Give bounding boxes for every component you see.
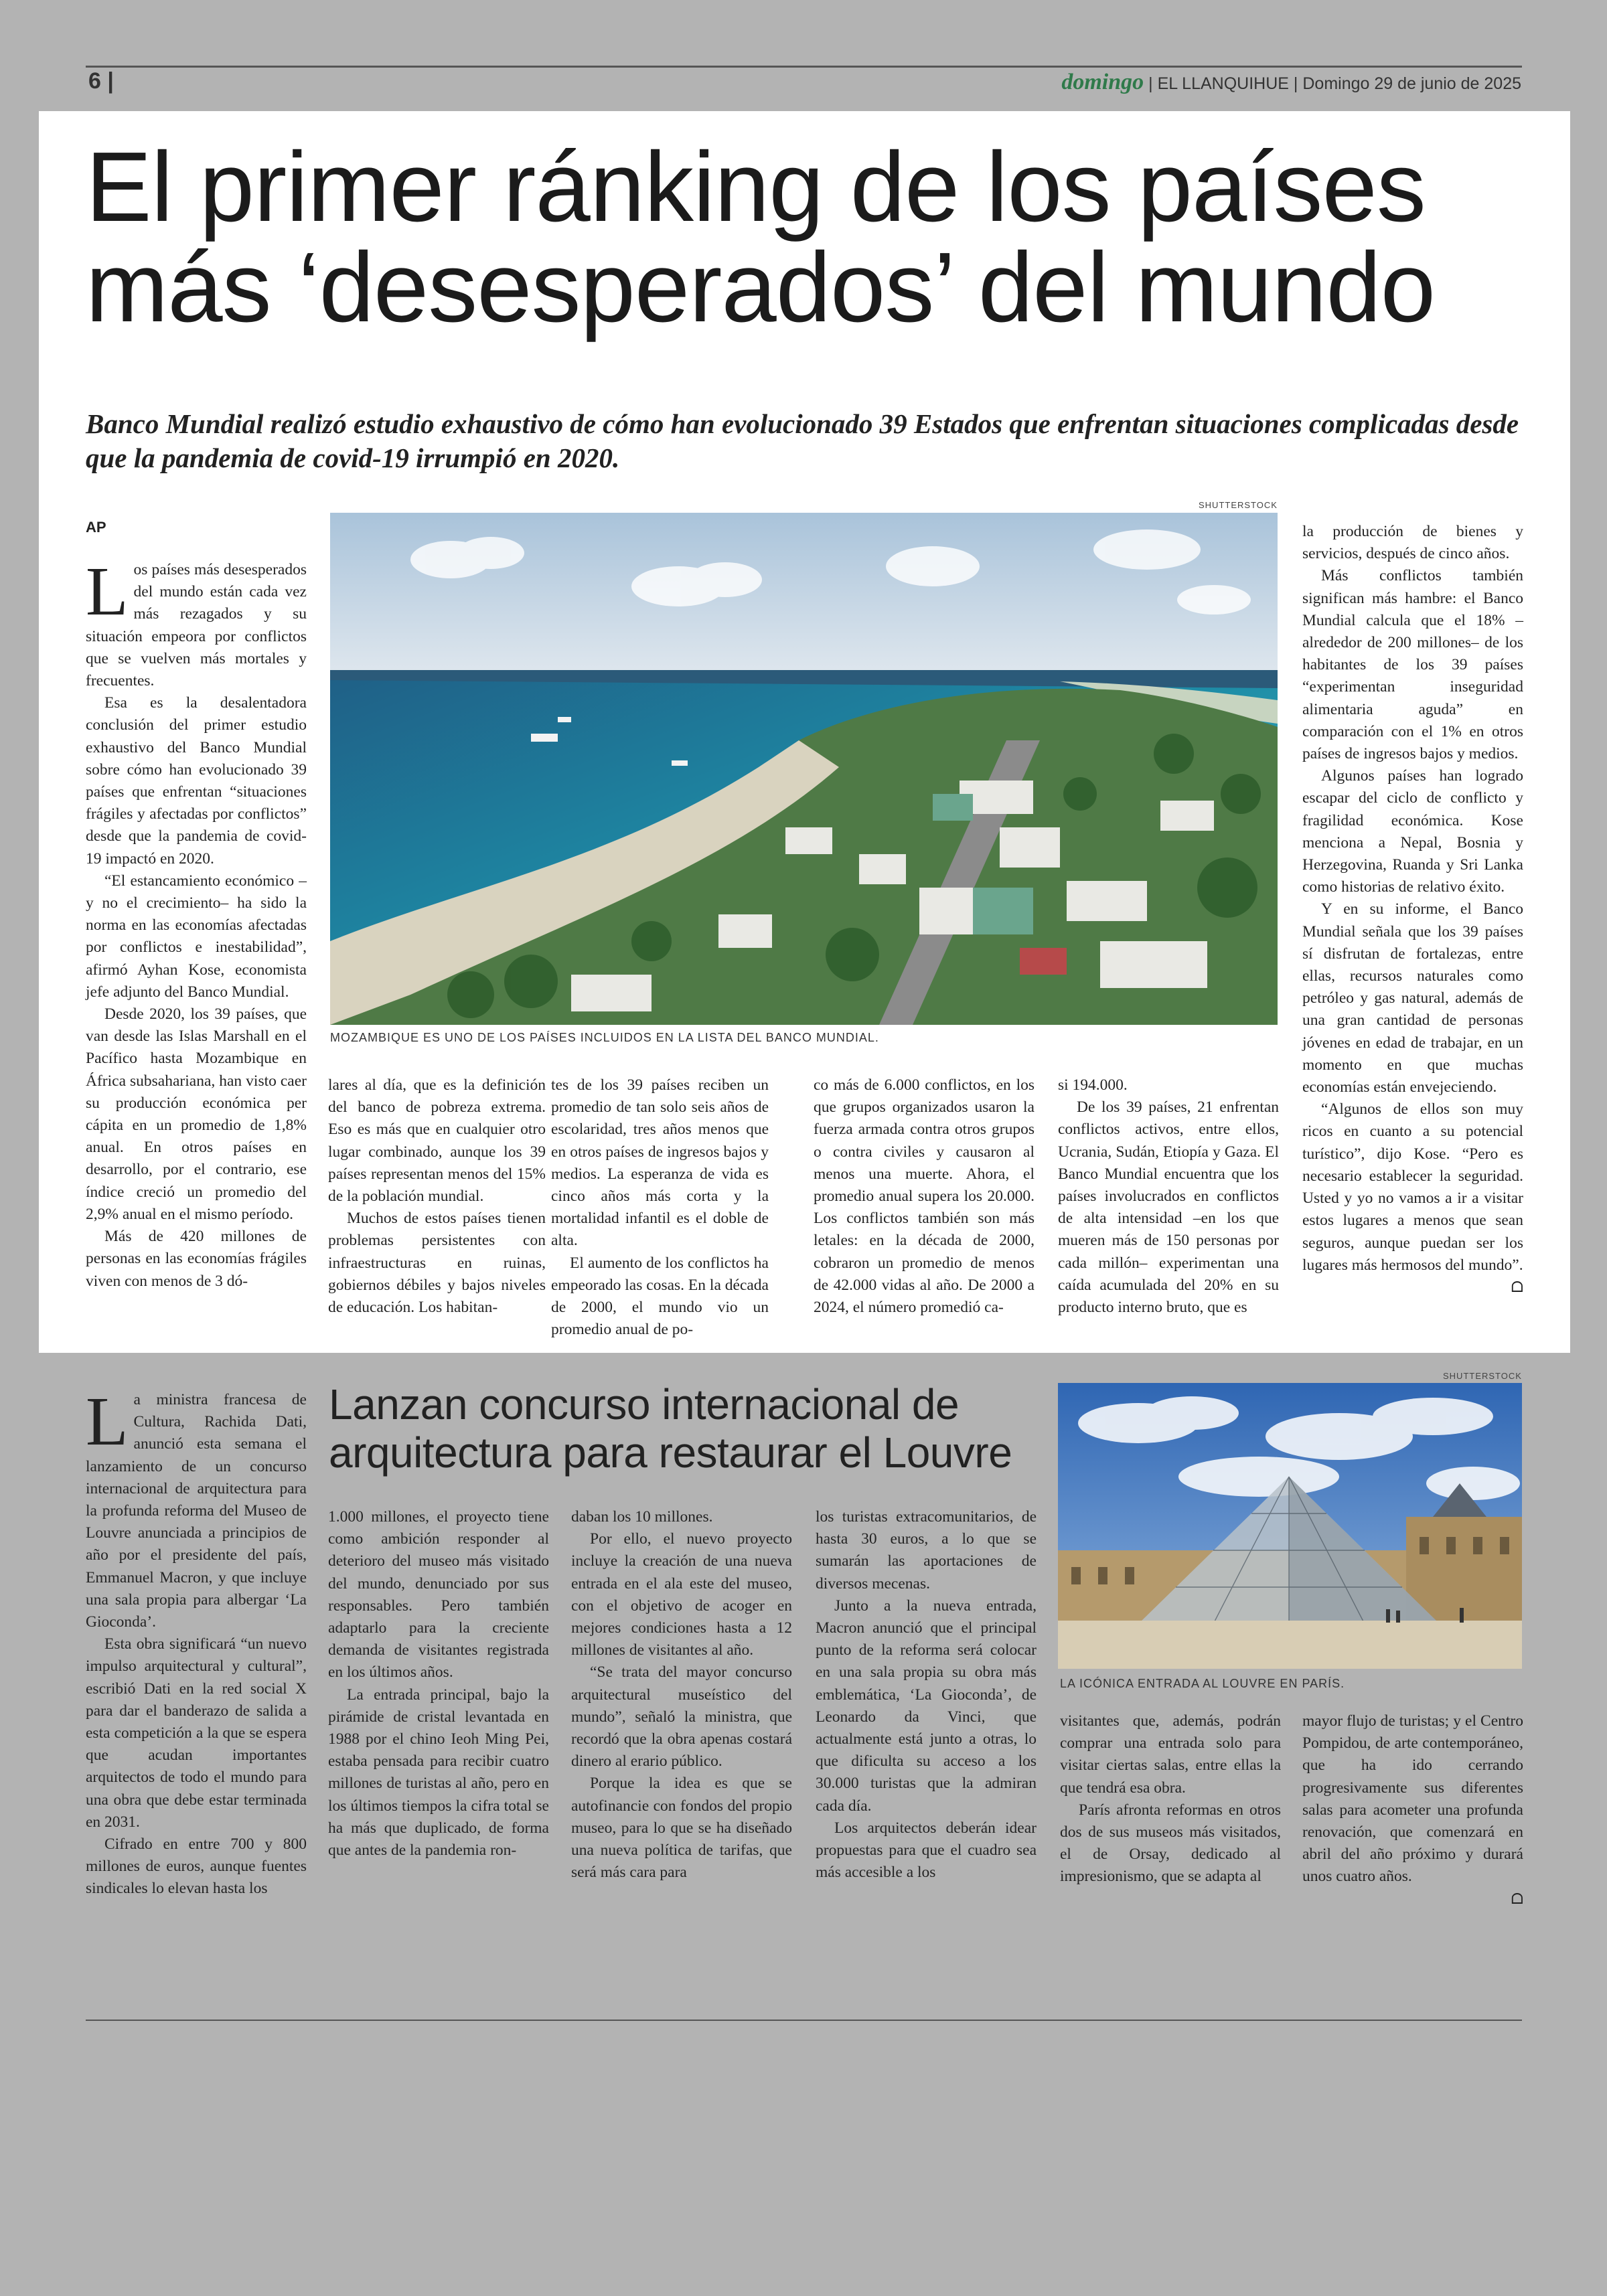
page-header: domingo | EL LLANQUIHUE | Domingo 29 de junio de 2025 xyxy=(1061,70,1521,94)
article-byline: AP xyxy=(86,519,106,536)
louvre-photo-image xyxy=(1058,1383,1522,1669)
photo-credit: SHUTTERSTOCK xyxy=(1199,500,1278,510)
louvre-end-mark: ᗝ xyxy=(1511,1890,1523,1907)
footer-rule xyxy=(86,2020,1522,2021)
louvre-column-5: visitantes que, además, podrán comprar una entrada solo para visitar ciertas salas, entre ellas la que tendrá esa obra. París afronta reformas en otros dos de sus museos más visitados, el de Orsay, dedicado al impresionismo, que se adapta al xyxy=(1060,1712,1281,1886)
louvre-article-headline: Lanzan concurso internacional de arquitectura para restaurar el Louvre xyxy=(329,1380,1012,1477)
article-column-4: co más de 6.000 conflictos, en los que grupos organizados usaron la fuerza armada contra otros grupos o contra civiles y causaron al menos una muerte. Ahora, el promedio anual supera los 20.000. Los conflictos también son más letales: en la década de 2000, cobraron un promedio de menos de 42.000 vidas al año. De 2000 a 2024, el número promedió ca- xyxy=(814,1076,1035,1317)
article-column-3: tes de los 39 países reciben un promedio de tan solo seis años de escolaridad, tres años menos que en otros países de ingresos bajos y medios. La esperanza de vida es cinco años más corta y la mortalidad infantil es el doble de alta. El aumento de los conflictos ha empeorado las cosas. En la década de 2000, el mundo vio un promedio anual de po- xyxy=(551,1076,769,1339)
louvre-photo-credit: SHUTTERSTOCK xyxy=(1443,1371,1522,1381)
louvre-drop-cap: L xyxy=(86,1383,129,1460)
louvre-photo-caption: LA ICÓNICA ENTRADA AL LOUVRE EN PARÍS. xyxy=(1060,1677,1345,1690)
article-column-2: lares al día, que es la definición del banco de pobreza extrema. Eso es más que en cualquier otro lugar combinado, aunque los 39 países representan menos del 15% de la población mundial. Muchos de estos países tienen problemas persistentes con infraestructuras en ruinas, gobiernos débiles y bajos niveles de educación. Los habitan- xyxy=(328,1076,546,1317)
photo-caption: MOZAMBIQUE ES UNO DE LOS PAÍSES INCLUIDOS EN LA LISTA DEL BANCO MUNDIAL. xyxy=(330,1031,879,1044)
louvre-column-1: L a ministra francesa de Cultura, Rachida Dati, anunció esta semana el lanzamiento de un concurso internacional de arquitectura para la profunda reforma del Museo de Louvre anunciada a principios de año por el presidente del país, Emmanuel Macron, y que incluye una sala propia para albergar ‘La Gioconda’. Esta obra significará “un nuevo impulso arquitectural y cultural”, escribió Dati en la red social X para dar el banderazo de salida a esta competición a la que se espera que acudan importantes arquitectos de todo el mundo para una obra que debe estar terminada en 2031. Cifrado en entre 700 y 800 millones de euros, aunque fuentes sindicales lo elevan hasta los xyxy=(86,1383,307,1898)
section-brand: domingo xyxy=(1061,70,1144,94)
louvre-column-6: mayor flujo de turistas; y el Centro Pompidou, de arte contemporáneo, que ha ido cerrando progresivamente sus diferentes salas para acometer una profunda renovación, que comenzará en abril del año próximo y durará unos cuatro años. ᗝ xyxy=(1302,1710,1523,1910)
louvre-column-2: 1.000 millones, el proyecto tiene como ambición responder al deterioro del museo más visitado del mundo, denunciado por sus responsables. Pero también adaptarlo para la creciente demanda de visitantes registrada en los últimos años. La entrada principal, bajo la pirámide de cristal levantada en 1988 por el chino Ieoh Ming Pei, estaba pensada para recibir cuatro millones de turistas al año, pero en los últimos tiempos la cifra total se ha más que duplicado, de forma que antes de la pandemia ron- xyxy=(328,1508,549,1860)
article-column-5: si 194.000. De los 39 países, 21 enfrentan conflictos activos, entre ellos, Ucrania, Sudán, Etiopía y Gaza. El Banco Mundial encuentra que los países involucrados en conflictos de alta intensidad –en los que mueren más de 150 personas por cada millón– experimentan una caída acumulada del 20% en su producto interno bruto, que es xyxy=(1058,1076,1279,1317)
article-headline: El primer ránking de los países más ‘desesperados’ del mundo xyxy=(86,132,1436,343)
drop-cap: L xyxy=(86,553,129,630)
page-number: 6 | xyxy=(88,68,114,94)
article-end-mark: ᗝ xyxy=(1511,1278,1523,1295)
article-deck: Banco Mundial realizó estudio exhaustivo de cómo han evolucionado 39 Estados que enfrentan situaciones complicadas desde que la pandemia de covid-19 irrumpió en 2020. xyxy=(86,408,1519,473)
article-column-1: L os países más desesperados del mundo están cada vez más rezagados y su situación empeora por conflictos que se vuelven más mortales y frecuentes. Esa es la desalentadora conclusión del primer estudio exhaustivo del Banco Mundial sobre cómo han evolucionado 39 países que enfrentan “situaciones frágiles y afectadas por conflictos” desde que la pandemia de covid-19 impactó en 2020. “El estancamiento económico –y no el crecimiento– ha sido la norma en las economías afectadas por conflictos e inestabilidad”, afirmó Ayhan Kose, economista jefe adjunto del Banco Mundial. Desde 2020, los 39 países, que van desde las Islas Marshall en el Pacífico hasta Mozambique en África subsahariana, han visto caer su producción económica per cápita en un promedio de 1,8% anual. En otros países en desarrollo, por el contrario, ese índice creció un promedio del 2,9% anual en el mismo período. Más de 420 millones de personas en las economías frágiles viven con menos de 3 dó- xyxy=(86,553,307,1290)
mozambique-aerial-photo xyxy=(330,513,1278,1025)
publication-date: Domingo 29 de junio de 2025 xyxy=(1302,74,1521,93)
louvre-column-3: daban los 10 millones. Por ello, el nuevo proyecto incluye la creación de una nueva entrada en el ala este del museo, con el objetivo de acoger en mejores condiciones hasta a 12 millones de visitantes al año. “Se trata del mayor concurso arquitectural museístico del mundo”, señaló la ministra, que recordó que la obra apenas costará dinero al erario público. Porque la idea es que se autofinancie con fondos del propio museo, para lo que se ha diseñado una nueva política de tarifas, que será más cara para xyxy=(571,1508,792,1882)
article-column-6: la producción de bienes y servicios, después de cinco años. Más conflictos también significan más hambre: el Banco Mundial calcula que el 18% –alrededor de 200 millones– de los habitantes de los 39 países “experimentan inseguridad alimentaria aguda” en comparación con el 1% en otros países de ingresos bajos y medios. Algunos países han logrado escapar del ciclo de conflicto y fragilidad económica. Kose menciona a Nepal, Bosnia y Herzegovina, Ruanda y Sri Lanka como historias de relativo éxito. Y en su informe, el Banco Mundial señala que los 39 países sí disfrutan de fortalezas, entre ellas, recursos naturales como petróleo y gas natural, además de una gran cantidad de personas jóvenes en edad de trabajar, en un momento en que muchas economías están envejeciendo. “Algunos de ellos son muy ricos en cuanto a su potencial turístico”, dijo Kose. “Pero es necesario establecer la seguridad. Usted y yo no vamos a ir a visitar estos lugares a menos que sean seguros, aunque puedan ser los lugares más hermosos del mundo”. ᗝ xyxy=(1302,521,1523,1299)
aerial-photo-image xyxy=(330,513,1278,1025)
publication-name: EL LLANQUIHUE xyxy=(1157,74,1289,93)
header-top-rule xyxy=(86,66,1522,68)
louvre-pyramid-photo xyxy=(1058,1383,1522,1669)
louvre-column-4: los turistas extracomunitarios, de hasta 30 euros, a lo que se sumarán las aportaciones de diversos mecenas. Junto a la nueva entrada, Macron anunció que el principal punto de la reforma será colocar en una sala propia su obra más emblemática, ‘La Gioconda’, de Leonardo da Vinci, que actualmente está junto a otras, lo que dificulta su acceso a los 30.000 turistas que la admiran cada día. Los arquitectos deberán idear propuestas para que el cuadro sea más accesible a los xyxy=(816,1508,1037,1882)
